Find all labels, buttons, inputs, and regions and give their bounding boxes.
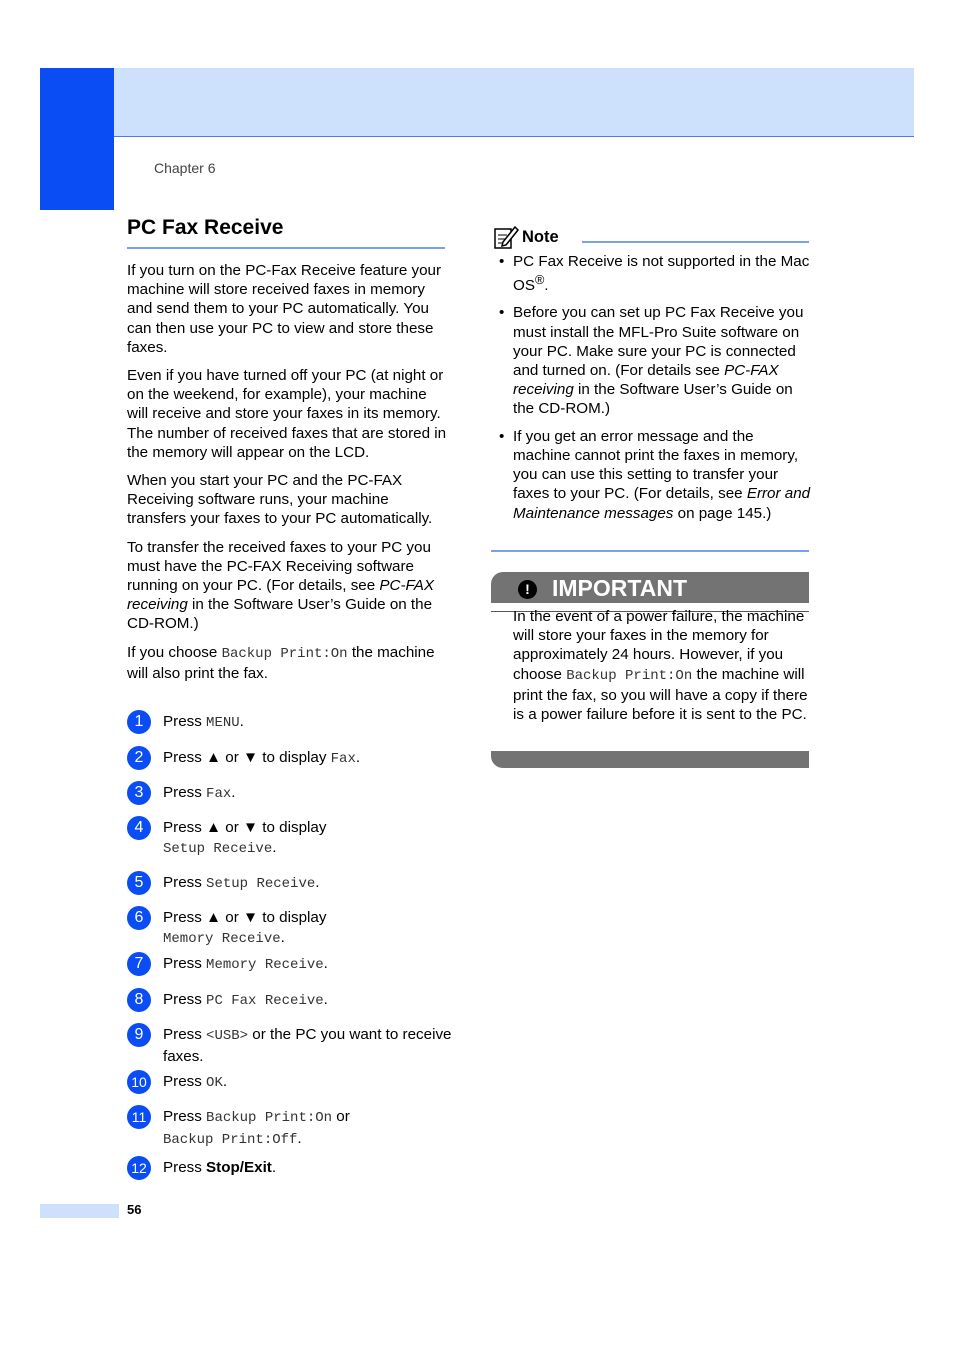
section-title: PC Fax Receive bbox=[127, 216, 284, 239]
step-number-badge: 2 bbox=[127, 746, 151, 770]
note-pencil-icon bbox=[493, 224, 519, 250]
chapter-label: Chapter 6 bbox=[154, 160, 216, 176]
page-number-band bbox=[40, 1204, 119, 1218]
note-item: • PC Fax Receive is not supported in the Mac OS®. bbox=[499, 252, 811, 295]
exclamation-icon: ! bbox=[518, 580, 537, 599]
chapter-tab bbox=[40, 68, 114, 210]
paragraph: When you start your PC and the PC-FAX Receiving software runs, your machine transfers your faxes to your PC automatically. bbox=[127, 472, 433, 528]
paragraph: To transfer the received faxes to your PC you must have the PC-FAX Receiving software running on your PC. (For details, see PC-FAX receiving in the Software User’s Guide on the CD-ROM.) bbox=[127, 538, 434, 633]
step-number-badge: 9 bbox=[127, 1023, 151, 1047]
note-rule bbox=[491, 550, 809, 552]
step-number-badge: 7 bbox=[127, 952, 151, 976]
note-label: Note bbox=[522, 228, 559, 246]
step-number-badge: 10 bbox=[127, 1070, 151, 1094]
step-number-badge: 11 bbox=[127, 1105, 151, 1129]
header-band bbox=[114, 68, 914, 137]
body-text bbox=[127, 261, 449, 692]
note-rule bbox=[582, 241, 809, 243]
page-number: 56 bbox=[127, 1202, 142, 1217]
step-number-badge: 1 bbox=[127, 710, 151, 734]
paragraph: If you choose Backup Print:On the machine will also print the fax. bbox=[127, 643, 435, 682]
paragraph: Even if you have turned off your PC (at night or on the weekend, for example), your machine will receive and store your faxes in its memory. The number of received faxes that are stored in the memory will appear on the LCD. bbox=[127, 367, 447, 461]
step-number-badge: 5 bbox=[127, 871, 151, 895]
note-list bbox=[499, 252, 811, 531]
step-number-badge: 4 bbox=[127, 816, 151, 840]
note-item: • If you get an error message and the machine cannot print the faxes in memory, you can use this setting to transfer your faxes to your PC. (For details, see Error and Maintenance messages on page 145.) bbox=[499, 427, 811, 523]
step-number-badge: 3 bbox=[127, 781, 151, 805]
important-text: In the event of a power failure, the machine will store your faxes in the memory for approximately 24 hours. However, if you choose Backup Print:On the machine will print the fax, so you will have a copy if there is a power failure before it is sent to the PC. bbox=[513, 608, 808, 724]
step-number-badge: 6 bbox=[127, 906, 151, 930]
step-number-badge: 12 bbox=[127, 1156, 151, 1180]
important-title: IMPORTANT bbox=[552, 575, 688, 601]
paragraph: If you turn on the PC-Fax Receive feature your machine will store received faxes in memory and send them to your PC automatically. You can then use your PC to view and store these faxes. bbox=[127, 262, 442, 356]
step-number-badge: 8 bbox=[127, 988, 151, 1012]
important-footer-bar bbox=[491, 751, 809, 768]
section-rule bbox=[127, 247, 445, 249]
note-item: • Before you can set up PC Fax Receive you must install the MFL-Pro Suite software on your PC. Make sure your PC is connected and turned on. (For details see PC-FAX receiving in the Software User’s Guide on the CD-ROM.) bbox=[499, 303, 811, 418]
